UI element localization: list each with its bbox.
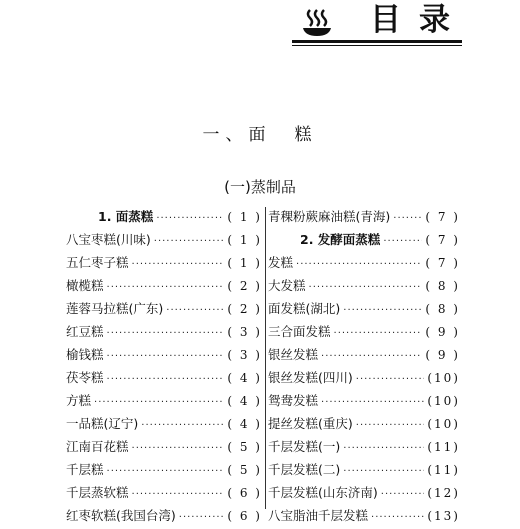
toc-entry-page: ( 8 ) xyxy=(425,302,460,316)
dot-leader xyxy=(321,345,422,368)
dot-leader xyxy=(179,506,225,529)
dot-leader xyxy=(94,391,224,414)
toc-entry-page: ( 4 ) xyxy=(227,417,262,431)
toc-entry-page: ( 1 ) xyxy=(227,210,262,224)
toc-entry-page: ( 5 ) xyxy=(227,463,262,477)
toc-entry[interactable] xyxy=(268,458,460,481)
toc-entry-name: 发糕 xyxy=(268,255,294,270)
toc-entry[interactable] xyxy=(66,366,262,389)
toc-entry[interactable] xyxy=(268,504,460,527)
toc-entry-name: 面发糕(湖北) xyxy=(268,301,341,316)
toc-entry-name: 千层糕 xyxy=(66,462,104,477)
toc-entry[interactable] xyxy=(268,366,460,389)
toc-entry-name: 茯苓糕 xyxy=(66,370,104,385)
toc-entry[interactable] xyxy=(66,481,262,504)
toc-entry-name: 鸳鸯发糕 xyxy=(268,393,319,408)
dot-leader xyxy=(381,483,425,506)
column-divider xyxy=(265,207,266,509)
toc-entry-name: 三合面发糕 xyxy=(268,324,331,339)
toc-entry-page: ( 2 ) xyxy=(227,279,262,293)
toc-entry-page: ( 9 ) xyxy=(425,325,460,339)
toc-entry[interactable] xyxy=(66,412,262,435)
toc-subheading[interactable] xyxy=(268,228,460,251)
dot-leader xyxy=(371,506,424,529)
toc-entry-name: 红豆糕 xyxy=(66,324,104,339)
toc-entry-name: 1. 面蒸糕 xyxy=(98,209,154,224)
toc-entry[interactable] xyxy=(66,389,262,412)
toc-entry-name: 千层蒸软糕 xyxy=(66,485,129,500)
toc-entry-page: (10) xyxy=(427,417,460,431)
toc-left-column xyxy=(66,205,262,527)
toc-subheading[interactable] xyxy=(66,205,262,228)
steam-bowl-icon xyxy=(300,8,334,38)
toc-entry[interactable] xyxy=(268,297,460,320)
toc-entry-name: 银丝发糕(四川) xyxy=(268,370,353,385)
toc-entry-page: ( 2 ) xyxy=(227,302,262,316)
dot-leader xyxy=(107,345,225,368)
toc-entry[interactable] xyxy=(66,504,262,527)
toc-entry-page: (11) xyxy=(427,463,460,477)
dot-leader xyxy=(343,299,422,322)
toc-entry-name: 方糕 xyxy=(66,393,92,408)
toc-entry-name: 莲蓉马拉糕(广东) xyxy=(66,301,164,316)
toc-entry-page: ( 7 ) xyxy=(425,210,460,224)
toc-entry[interactable] xyxy=(66,274,262,297)
toc-entry-page: ( 4 ) xyxy=(227,394,262,408)
toc-entry-page: (11) xyxy=(427,440,460,454)
page-title: 目录 xyxy=(370,2,468,38)
toc-entry-name: 榆钱糕 xyxy=(66,347,104,362)
dot-leader xyxy=(296,253,422,276)
toc-entry-page: ( 7 ) xyxy=(425,233,460,247)
toc-entry-name: 千层发糕(二) xyxy=(268,462,341,477)
toc-entry[interactable] xyxy=(66,320,262,343)
toc-entry-name: 青稞粉蕨麻油糕(青海) xyxy=(268,209,391,224)
toc-entry-name: 千层发糕(一) xyxy=(268,439,341,454)
toc-entry-page: (13) xyxy=(427,509,460,523)
toc-entry-page: ( 4 ) xyxy=(227,371,262,385)
toc-entry[interactable] xyxy=(66,343,262,366)
toc-entry-page: ( 6 ) xyxy=(227,486,262,500)
dot-leader xyxy=(107,322,225,345)
toc-entry-name: 江南百花糕 xyxy=(66,439,129,454)
toc-entry-name: 千层发糕(山东济南) xyxy=(268,485,378,500)
toc-entry[interactable] xyxy=(268,251,460,274)
toc-entry-name: 橄榄糕 xyxy=(66,278,104,293)
toc-entry-page: ( 9 ) xyxy=(425,348,460,362)
dot-leader xyxy=(393,207,422,230)
toc-entry[interactable] xyxy=(66,228,262,251)
section-title: (一)蒸制品 xyxy=(224,178,296,196)
toc-entry-page: ( 1 ) xyxy=(227,256,262,270)
dot-leader xyxy=(356,414,425,437)
dot-leader xyxy=(132,437,225,460)
toc-entry-page: (10) xyxy=(427,394,460,408)
header-rule-thin xyxy=(292,45,462,46)
dot-leader xyxy=(141,414,224,437)
toc-entry-name: 八宝枣糕(川味) xyxy=(66,232,151,247)
toc-entry-name: 五仁枣子糕 xyxy=(66,255,129,270)
toc-entry-page: (10) xyxy=(427,371,460,385)
toc-entry[interactable] xyxy=(268,274,460,297)
toc-entry-page: ( 3 ) xyxy=(227,325,262,339)
toc-entry-name: 大发糕 xyxy=(268,278,306,293)
toc-entry-page: ( 6 ) xyxy=(227,509,262,523)
toc-entry-name: 一品糕(辽宁) xyxy=(66,416,139,431)
toc-entry[interactable] xyxy=(268,481,460,504)
dot-leader xyxy=(132,483,225,506)
toc-entry[interactable] xyxy=(268,435,460,458)
dot-leader xyxy=(356,368,425,391)
toc-entry[interactable] xyxy=(268,320,460,343)
dot-leader xyxy=(156,207,224,230)
toc-entry[interactable] xyxy=(66,251,262,274)
dot-leader xyxy=(107,368,225,391)
toc-entry-page: ( 5 ) xyxy=(227,440,262,454)
toc-entry[interactable] xyxy=(66,435,262,458)
dot-leader xyxy=(343,460,424,483)
chapter-title: 一、面 糕 xyxy=(202,125,318,145)
toc-entry-page: (12) xyxy=(427,486,460,500)
toc-entry-page: ( 8 ) xyxy=(425,279,460,293)
dot-leader xyxy=(309,276,423,299)
toc-entry[interactable] xyxy=(268,389,460,412)
toc-entry[interactable] xyxy=(268,343,460,366)
dot-leader xyxy=(343,437,424,460)
toc-entry[interactable] xyxy=(66,458,262,481)
toc-entry[interactable] xyxy=(268,412,460,435)
header-rule-thick xyxy=(292,40,462,43)
toc-entry-name: 红枣软糕(我国台湾) xyxy=(66,508,176,523)
dot-leader xyxy=(132,253,225,276)
dot-leader xyxy=(107,276,225,299)
toc-entry-name: 2. 发酵面蒸糕 xyxy=(300,232,381,247)
toc-entry[interactable] xyxy=(268,205,460,228)
toc-entry[interactable] xyxy=(66,297,262,320)
toc-entry-name: 银丝发糕 xyxy=(268,347,319,362)
toc-entry-page: ( 3 ) xyxy=(227,348,262,362)
dot-leader xyxy=(166,299,224,322)
toc-entry-name: 提丝发糕(重庆) xyxy=(268,416,353,431)
dot-leader xyxy=(383,230,422,253)
toc-entry-page: ( 7 ) xyxy=(425,256,460,270)
dot-leader xyxy=(334,322,423,345)
toc-entry-page: ( 1 ) xyxy=(227,233,262,247)
toc-entry-name: 八宝脂油千层发糕 xyxy=(268,508,369,523)
dot-leader xyxy=(154,230,225,253)
page-header xyxy=(292,0,468,46)
dot-leader xyxy=(107,460,225,483)
toc-right-column xyxy=(268,205,460,527)
dot-leader xyxy=(321,391,424,414)
